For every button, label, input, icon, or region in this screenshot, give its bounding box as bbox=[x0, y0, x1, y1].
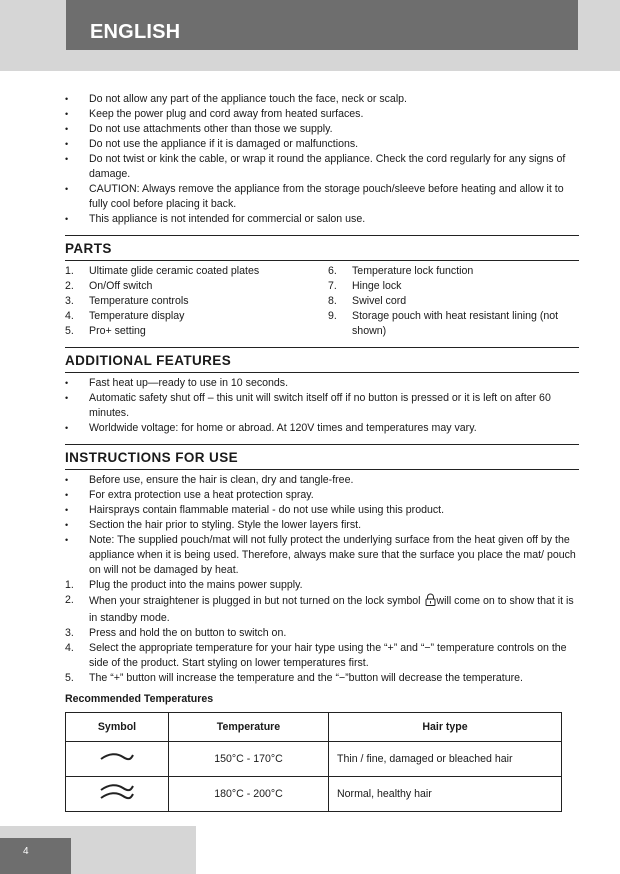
item-number: 1. bbox=[65, 265, 74, 277]
temperature-table bbox=[65, 712, 562, 812]
list-item: • Hairsprays contain flammable material - do not use while using this product. bbox=[65, 503, 579, 518]
step-text-continued: will come on to show that it is in standby mode. bbox=[89, 595, 574, 624]
list-item bbox=[328, 279, 579, 294]
list-item bbox=[65, 626, 579, 641]
list-item: • Keep the power plug and cord away from heated surfaces. bbox=[65, 107, 579, 122]
list-item bbox=[65, 671, 579, 686]
symbol-cell bbox=[66, 777, 169, 812]
item-label: Hinge lock bbox=[352, 280, 402, 292]
temperature-cell: 150°C - 170°C bbox=[169, 742, 329, 777]
table-row bbox=[66, 777, 562, 812]
item-number: 2. bbox=[65, 280, 74, 292]
item-label: Temperature lock function bbox=[352, 265, 474, 277]
language-label: ENGLISH bbox=[90, 21, 181, 43]
item-label: Pro+ setting bbox=[89, 325, 146, 337]
item-label: Storage pouch with heat resistant lining (not shown) bbox=[352, 310, 559, 337]
features-list bbox=[65, 376, 579, 436]
list-item bbox=[65, 294, 328, 309]
item-label: Ultimate glide ceramic coated plates bbox=[89, 265, 260, 277]
parts-column-left bbox=[65, 264, 328, 339]
item-label: Temperature controls bbox=[89, 295, 189, 307]
parts-heading: PARTS bbox=[65, 235, 579, 261]
list-item bbox=[65, 264, 328, 279]
hair-type-cell: Normal, healthy hair bbox=[329, 777, 562, 812]
step-text: Select the appropriate temperature for your hair type using the “+” and “−” temperature controls on the side of the product. Start styling on lower temperatures first. bbox=[89, 642, 567, 669]
item-number: 6. bbox=[328, 265, 337, 277]
symbol-cell bbox=[66, 742, 169, 777]
page-number: 4 bbox=[23, 846, 29, 857]
header-symbol: Symbol bbox=[66, 713, 169, 742]
step-number: 4. bbox=[65, 642, 74, 654]
list-item: • Do not use attachments other than those we supply. bbox=[65, 122, 579, 137]
step-number: 1. bbox=[65, 579, 74, 591]
safety-list bbox=[65, 92, 579, 227]
list-item bbox=[65, 641, 579, 671]
list-item bbox=[328, 309, 579, 339]
step-text: Plug the product into the mains power supply. bbox=[89, 579, 303, 591]
parts-column-right bbox=[328, 264, 579, 339]
item-number: 5. bbox=[65, 325, 74, 337]
page-number-box bbox=[0, 838, 71, 874]
list-item bbox=[65, 324, 328, 339]
page-content bbox=[65, 92, 579, 812]
list-item bbox=[65, 578, 579, 593]
instructions-steps bbox=[65, 578, 579, 686]
list-item: • Before use, ensure the hair is clean, dry and tangle-free. bbox=[65, 473, 579, 488]
language-header bbox=[66, 0, 578, 50]
item-number: 8. bbox=[328, 295, 337, 307]
features-heading: ADDITIONAL FEATURES bbox=[65, 347, 579, 373]
header-temperature: Temperature bbox=[169, 713, 329, 742]
list-item: • CAUTION: Always remove the appliance from the storage pouch/sleeve before heating and allow it to fully cool before placing it back. bbox=[65, 182, 579, 212]
step-number: 2. bbox=[65, 594, 74, 606]
instructions-heading: INSTRUCTIONS FOR USE bbox=[65, 444, 579, 470]
step-number: 5. bbox=[65, 672, 74, 684]
list-item: • Automatic safety shut off – this unit will switch itself off if no button is pressed or it is left on after 60 minutes. bbox=[65, 391, 579, 421]
step-text: Press and hold the on button to switch on. bbox=[89, 627, 287, 639]
list-item: • Section the hair prior to styling. Style the lower layers first. bbox=[65, 518, 579, 533]
item-number: 9. bbox=[328, 310, 337, 322]
item-label: Swivel cord bbox=[352, 295, 407, 307]
step-text: When your straightener is plugged in but not turned on the lock symbol bbox=[89, 595, 421, 607]
list-item: • Do not twist or kink the cable, or wrap it round the appliance. Check the cord regularly for any signs of damage. bbox=[65, 152, 579, 182]
list-item: • This appliance is not intended for commercial or salon use. bbox=[65, 212, 579, 227]
single-wave-icon bbox=[99, 751, 135, 763]
parts-list bbox=[65, 264, 579, 339]
list-item: • Worldwide voltage: for home or abroad. At 120V times and temperatures may vary. bbox=[65, 421, 579, 436]
temperature-cell: 180°C - 200°C bbox=[169, 777, 329, 812]
table-row bbox=[66, 742, 562, 777]
lock-icon bbox=[425, 593, 436, 611]
double-wave-icon bbox=[99, 782, 135, 802]
list-item bbox=[328, 294, 579, 309]
item-number: 4. bbox=[65, 310, 74, 322]
item-label: Temperature display bbox=[89, 310, 185, 322]
recommended-heading: Recommended Temperatures bbox=[65, 693, 214, 705]
hair-type-cell: Thin / fine, damaged or bleached hair bbox=[329, 742, 562, 777]
list-item: • Note: The supplied pouch/mat will not fully protect the underlying surface from the heat given off by the appliance when it is being used. Therefore, always make sure that the surface you place the mat/ pouch on will not be damaged by heat. bbox=[65, 533, 579, 578]
list-item bbox=[328, 264, 579, 279]
list-item: • Do not use the appliance if it is damaged or malfunctions. bbox=[65, 137, 579, 152]
item-number: 7. bbox=[328, 280, 337, 292]
table-header-row bbox=[66, 713, 562, 742]
list-item: • For extra protection use a heat protection spray. bbox=[65, 488, 579, 503]
item-number: 3. bbox=[65, 295, 74, 307]
step-number: 3. bbox=[65, 627, 74, 639]
list-item bbox=[65, 593, 579, 626]
header-hair-type: Hair type bbox=[329, 713, 562, 742]
item-label: On/Off switch bbox=[89, 280, 153, 292]
list-item bbox=[65, 309, 328, 324]
list-item: • Fast heat up—ready to use in 10 seconds. bbox=[65, 376, 579, 391]
list-item bbox=[65, 279, 328, 294]
step-text: The “+” button will increase the temperature and the “−”button will decrease the temperature. bbox=[89, 672, 523, 684]
list-item: • Do not allow any part of the appliance touch the face, neck or scalp. bbox=[65, 92, 579, 107]
instructions-bullets bbox=[65, 473, 579, 578]
